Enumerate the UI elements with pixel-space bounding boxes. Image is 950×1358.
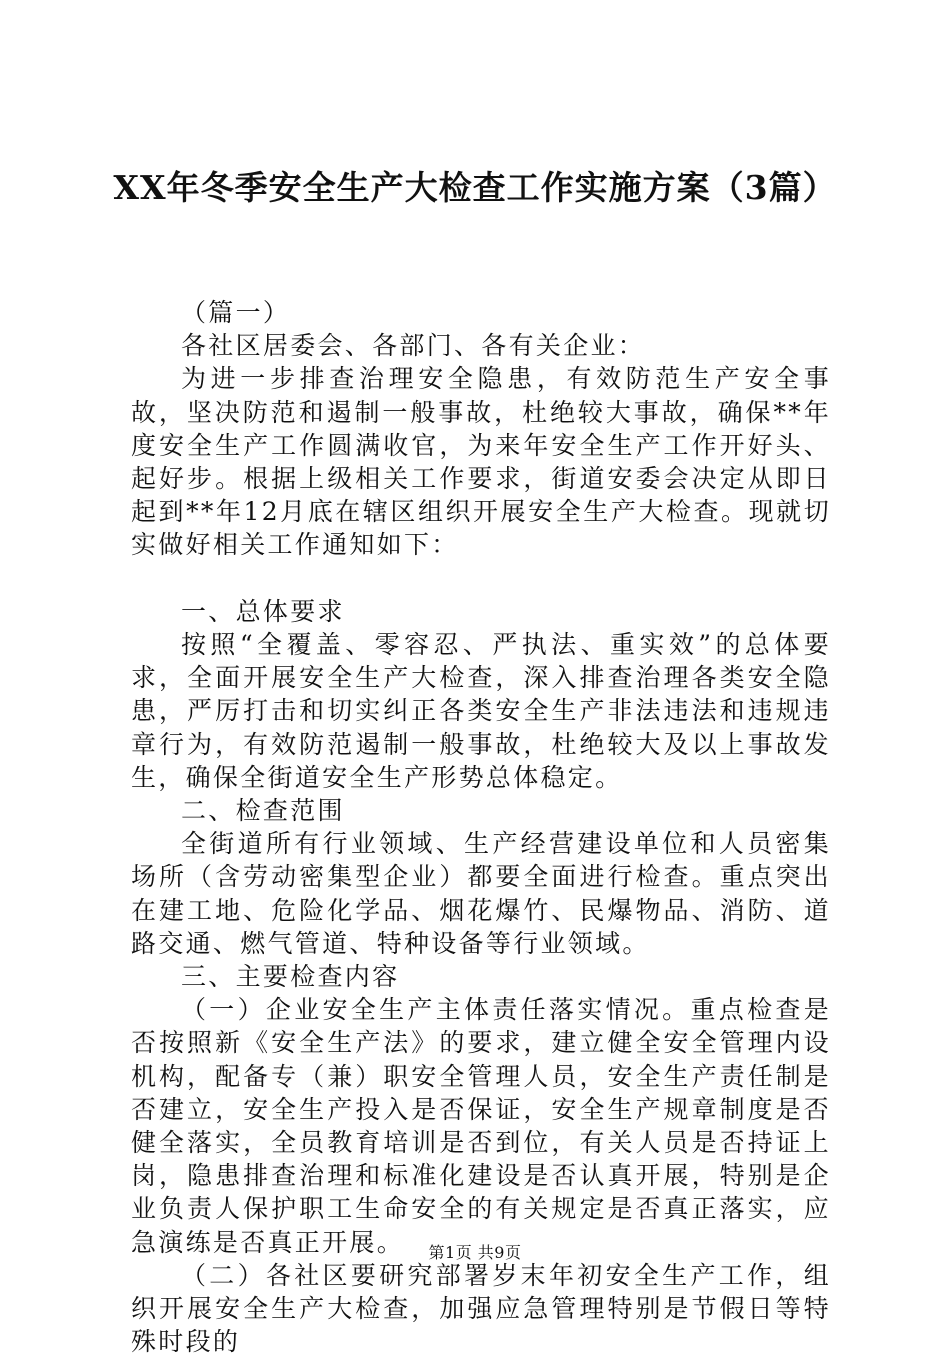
section-label: （篇一） bbox=[181, 298, 291, 327]
paragraph-item-2: （二）各社区要研究部署岁末年初安全生产工作，组织开展安全生产大检查，加强应急管理特别是节假日等特殊时段的 bbox=[131, 1260, 831, 1357]
intro-paragraph: 为进一步排查治理安全隐患，有效防范生产安全事故，坚决防范和遏制一般事故，杜绝较大事故，确保**年度安全生产工作圆满收官，为来年安全生产工作开好头、起好步。根据上级相关工作要求，街道安委会决定从即日起到**年12月底在辖区组织开展安全生产大检查。现就切实做好相关工作通知如下： bbox=[131, 364, 831, 560]
addressee-line: 各社区居委会、各部门、各有关企业： bbox=[181, 331, 646, 361]
paragraph-inspection-scope: 全街道所有行业领域、生产经营建设单位和人员密集场所（含劳动密集型企业）都要全面进行检查。重点突出在建工地、危险化学品、烟花爆竹、民爆物品、消防、道路交通、燃气管道、特种设备等行业领域。 bbox=[131, 829, 831, 958]
heading-inspection-scope: 二、检查范围 bbox=[181, 796, 345, 826]
document-body bbox=[131, 296, 831, 1358]
heading-main-content: 三、主要检查内容 bbox=[181, 962, 400, 992]
paragraph-item-1: （一）企业安全生产主体责任落实情况。重点检查是否按照新《安全生产法》的要求，建立健全安全管理内设机构，配备专（兼）职安全管理人员，安全生产责任制是否建立，安全生产投入是否保证，安全生产规章制度是否健全落实，全员教育培训是否到位，有关人员是否持证上岗，隐患排查治理和标准化建设是否认真开展，特别是企业负责人保护职工生命安全的有关规定是否真正落实，应急演练是否真正开展。 bbox=[131, 995, 831, 1257]
heading-overall-requirements: 一、总体要求 bbox=[181, 596, 345, 626]
paragraph-gap bbox=[131, 562, 831, 595]
page-indicator: 第1页 共9页 bbox=[428, 1243, 522, 1262]
document-title: XX年冬季安全生产大检查工作实施方案（3篇） bbox=[113, 168, 837, 207]
paragraph-overall-requirements: 按照“全覆盖、零容忍、严执法、重实效”的总体要求，全面开展安全生产大检查，深入排查治理各类安全隐患，严厉打击和切实纠正各类安全生产非法违法和违规违章行为，有效防范遏制一般事故，杜绝较大及以上事故发生，确保全街道安全生产形势总体稳定。 bbox=[131, 630, 831, 792]
